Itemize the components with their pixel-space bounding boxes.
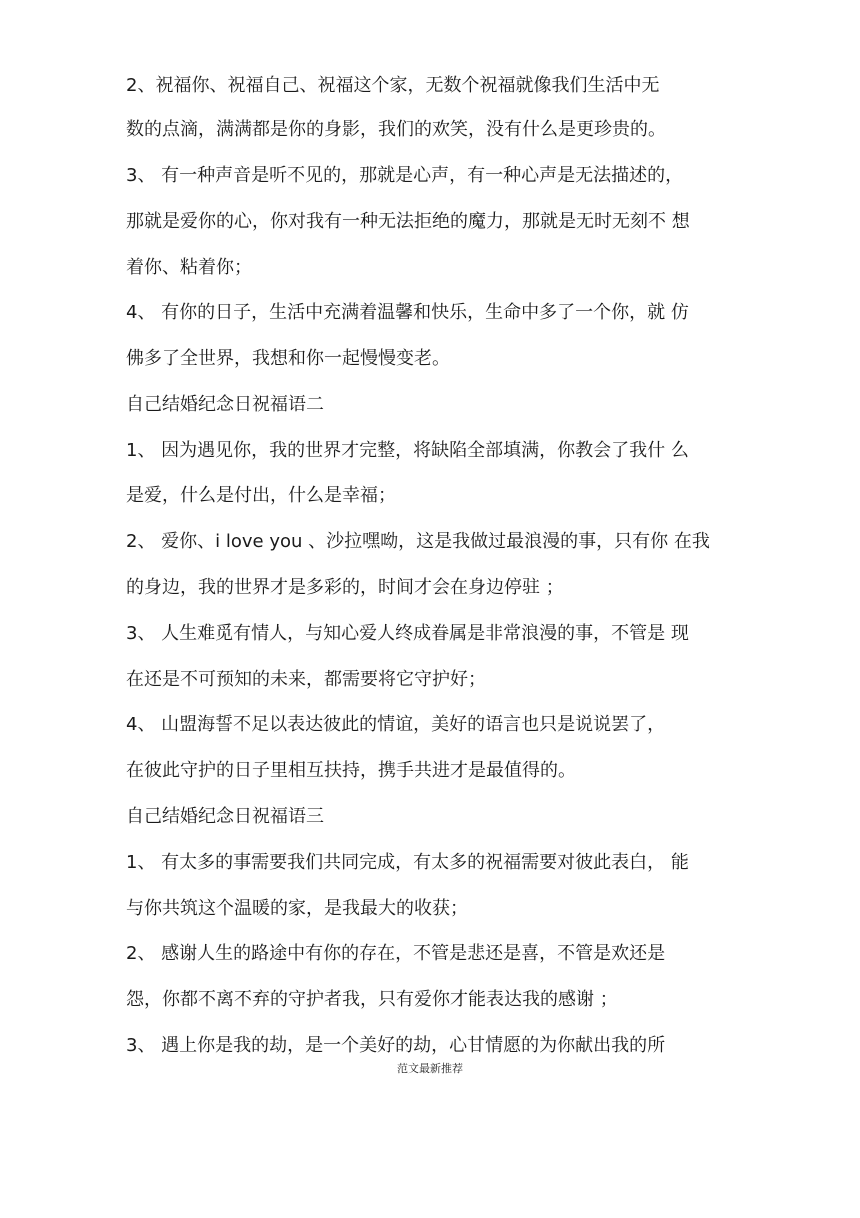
text-line: 2、 爱你、i love you 、沙拉嘿呦，这是我做过最浪漫的事，只有你 在我 <box>126 531 710 552</box>
text-line: 2、祝福你、祝福自己、祝福这个家，无数个祝福就像我们生活中无 <box>126 75 660 96</box>
text-line: 佛多了全世界，我想和你一起慢慢变老。 <box>126 348 450 369</box>
text-line: 数的点滴，满满都是你的身影，我们的欢笑，没有什么是更珍贵的。 <box>126 119 666 140</box>
text-line: 3、 有一种声音是听不见的，那就是心声，有一种心声是无法描述的， <box>126 165 684 186</box>
text-line: 的身边，我的世界才是多彩的，时间才会在身边停驻 ； <box>126 577 564 598</box>
text-line: 在还是不可预知的未来，都需要将它守护好； <box>126 669 486 690</box>
text-line: 是爱，什么是付出，什么是幸福； <box>126 485 396 506</box>
text-line: 在彼此守护的日子里相互扶持，携手共进才是最值得的。 <box>126 760 576 781</box>
text-line: 3、 遇上你是我的劫，是一个美好的劫，心甘情愿的为你献出我的所 <box>126 1035 666 1056</box>
section-heading: 自己结婚纪念日祝福语三 <box>126 806 324 827</box>
text-line: 1、 因为遇见你，我的世界才完整，将缺陷全部填满，你教会了我什 么 <box>126 440 689 461</box>
text-line: 4、 山盟海誓不足以表达彼此的情谊，美好的语言也只是说说罢了， <box>126 714 666 735</box>
text-line: 1、 有太多的事需要我们共同完成，有太多的祝福需要对彼此表白， 能 <box>126 852 689 873</box>
text-line: 4、 有你的日子，生活中充满着温馨和快乐，生命中多了一个你，就 仿 <box>126 302 689 323</box>
text-line: 3、 人生难觅有情人，与知心爱人终成眷属是非常浪漫的事，不管是 现 <box>126 623 689 644</box>
text-line: 怨，你都不离不弃的守护者我，只有爱你才能表达我的感谢 ； <box>126 989 618 1010</box>
text-line: 那就是爱你的心，你对我有一种无法拒绝的魔力，那就是无时无刻不 想 <box>126 211 690 232</box>
text-line: 2、 感谢人生的路途中有你的存在，不管是悲还是喜，不管是欢还是 <box>126 943 666 964</box>
page-footer: 范文最新推荐 <box>397 1062 463 1075</box>
text-line: 着你、粘着你； <box>126 257 252 278</box>
section-heading: 自己结婚纪念日祝福语二 <box>126 394 324 415</box>
text-line: 与你共筑这个温暖的家，是我最大的收获； <box>126 898 468 919</box>
